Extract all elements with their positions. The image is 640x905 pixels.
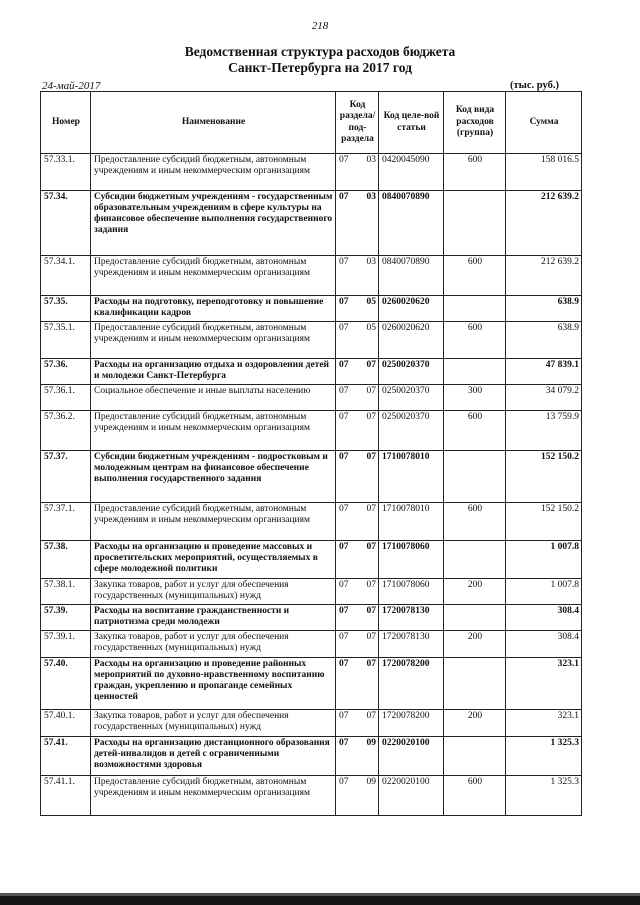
table-row — [41, 385, 582, 411]
table-row — [41, 658, 582, 710]
table-row — [41, 503, 582, 541]
row-name: Закупка товаров, работ и услуг для обеспечения государственных (муниципальных) нужд — [91, 631, 336, 658]
row-kind: 600 — [444, 154, 506, 191]
row-target: 0250020370 — [379, 411, 444, 451]
row-sum: 638.9 — [506, 296, 582, 322]
row-section: 07 — [336, 541, 359, 579]
row-section: 07 — [336, 503, 359, 541]
row-kind: 200 — [444, 579, 506, 605]
row-sum: 158 016.5 — [506, 154, 582, 191]
row-number: 57.35. — [41, 296, 91, 322]
row-number: 57.36. — [41, 359, 91, 385]
document-date: 24-май-2017 — [42, 80, 101, 92]
header-section: Код раздела/ под-раздела — [336, 92, 379, 154]
row-target: 0260020620 — [379, 296, 444, 322]
title-line-1: Ведомственная структура расходов бюджета — [184, 44, 456, 59]
row-section: 07 — [336, 256, 359, 296]
row-section: 07 — [336, 296, 359, 322]
row-number: 57.33.1. — [41, 154, 91, 191]
row-section: 07 — [336, 579, 359, 605]
row-subsection: 05 — [359, 296, 379, 322]
row-name: Предоставление субсидий бюджетным, автономным учреждениям и иным некоммерческим организациям — [91, 411, 336, 451]
row-kind: 300 — [444, 385, 506, 411]
row-name: Расходы на подготовку, переподготовку и повышение квалификации кадров — [91, 296, 336, 322]
row-number: 57.34.1. — [41, 256, 91, 296]
row-number: 57.39.1. — [41, 631, 91, 658]
row-name: Расходы на организацию дистанционного образования детей-инвалидов и детей с ограниченными возможностями здоровья — [91, 737, 336, 776]
table-row — [41, 541, 582, 579]
table-row — [41, 359, 582, 385]
row-subsection: 07 — [359, 658, 379, 710]
row-sum: 1 007.8 — [506, 579, 582, 605]
row-kind — [444, 605, 506, 631]
table-row — [41, 451, 582, 503]
row-name: Расходы на организацию и проведение районных мероприятий по духовно-нравственному воспитанию граждан, укреплению и пропаганде семейных ценностей — [91, 658, 336, 710]
row-subsection: 07 — [359, 631, 379, 658]
table-row — [41, 776, 582, 816]
row-section: 07 — [336, 191, 359, 256]
budget-table — [40, 91, 582, 816]
row-target: 0420045090 — [379, 154, 444, 191]
row-sum: 152 150.2 — [506, 451, 582, 503]
row-target: 1720078130 — [379, 631, 444, 658]
row-subsection: 07 — [359, 710, 379, 737]
table-row — [41, 411, 582, 451]
row-kind — [444, 359, 506, 385]
row-number: 57.39. — [41, 605, 91, 631]
row-subsection: 05 — [359, 322, 379, 359]
row-sum: 308.4 — [506, 631, 582, 658]
row-sum: 323.1 — [506, 710, 582, 737]
row-sum: 212 639.2 — [506, 191, 582, 256]
row-name: Закупка товаров, работ и услуг для обеспечения государственных (муниципальных) нужд — [91, 710, 336, 737]
row-target: 0250020370 — [379, 359, 444, 385]
row-subsection: 07 — [359, 411, 379, 451]
row-section: 07 — [336, 385, 359, 411]
row-section: 07 — [336, 451, 359, 503]
row-number: 57.38.1. — [41, 579, 91, 605]
row-subsection: 07 — [359, 451, 379, 503]
row-section: 07 — [336, 658, 359, 710]
row-number: 57.36.1. — [41, 385, 91, 411]
row-target: 0840070890 — [379, 256, 444, 296]
row-section: 07 — [336, 631, 359, 658]
row-kind: 600 — [444, 411, 506, 451]
table-row — [41, 737, 582, 776]
row-number: 57.34. — [41, 191, 91, 256]
row-kind: 600 — [444, 776, 506, 816]
row-kind — [444, 658, 506, 710]
table-row — [41, 710, 582, 737]
table-body — [41, 154, 582, 816]
row-section: 07 — [336, 737, 359, 776]
header-sum: Сумма — [506, 92, 582, 154]
row-number: 57.41. — [41, 737, 91, 776]
row-kind — [444, 191, 506, 256]
row-kind: 600 — [444, 503, 506, 541]
units-label: (тыс. руб.) — [510, 80, 559, 91]
row-subsection: 07 — [359, 359, 379, 385]
row-sum: 212 639.2 — [506, 256, 582, 296]
row-target: 0220020100 — [379, 776, 444, 816]
row-number: 57.36.2. — [41, 411, 91, 451]
row-target: 1720078130 — [379, 605, 444, 631]
row-subsection: 03 — [359, 256, 379, 296]
row-section: 07 — [336, 154, 359, 191]
header-row — [41, 92, 582, 154]
row-subsection: 07 — [359, 579, 379, 605]
row-number: 57.37. — [41, 451, 91, 503]
row-name: Предоставление субсидий бюджетным, автономным учреждениям и иным некоммерческим организациям — [91, 503, 336, 541]
row-target: 0220020100 — [379, 737, 444, 776]
row-name: Социальное обеспечение и иные выплаты населению — [91, 385, 336, 411]
row-section: 07 — [336, 322, 359, 359]
table-row — [41, 154, 582, 191]
row-name: Субсидии бюджетным учреждениям - подростковым и молодежным центрам на финансовое обеспечение выполнения государственного задания — [91, 451, 336, 503]
row-sum: 1 325.3 — [506, 737, 582, 776]
row-kind — [444, 296, 506, 322]
row-sum: 1 325.3 — [506, 776, 582, 816]
row-number: 57.38. — [41, 541, 91, 579]
row-number: 57.40. — [41, 658, 91, 710]
row-name: Расходы на воспитание гражданственности и патриотизма среди молодежи — [91, 605, 336, 631]
table-row — [41, 191, 582, 256]
row-target: 1720078200 — [379, 710, 444, 737]
row-sum: 152 150.2 — [506, 503, 582, 541]
row-subsection: 07 — [359, 503, 379, 541]
document-title — [0, 44, 640, 76]
row-section: 07 — [336, 411, 359, 451]
row-kind — [444, 737, 506, 776]
row-section: 07 — [336, 776, 359, 816]
row-sum: 323.1 — [506, 658, 582, 710]
row-subsection: 03 — [359, 154, 379, 191]
row-name: Предоставление субсидий бюджетным, автономным учреждениям и иным некоммерческим организациям — [91, 154, 336, 191]
row-kind: 600 — [444, 322, 506, 359]
table-row — [41, 296, 582, 322]
header-name: Наименование — [91, 92, 336, 154]
row-number: 57.40.1. — [41, 710, 91, 737]
row-sum: 1 007.8 — [506, 541, 582, 579]
row-name: Субсидии бюджетным учреждениям - государственным образовательным учреждениям в сфере культуры на финансовое обеспечение выполнения государственного задания — [91, 191, 336, 256]
row-subsection: 07 — [359, 605, 379, 631]
row-section: 07 — [336, 605, 359, 631]
row-sum: 308.4 — [506, 605, 582, 631]
row-target: 1710078060 — [379, 541, 444, 579]
row-target: 0250020370 — [379, 385, 444, 411]
row-target: 1720078200 — [379, 658, 444, 710]
table-row — [41, 631, 582, 658]
row-number: 57.41.1. — [41, 776, 91, 816]
header-number: Номер — [41, 92, 91, 154]
row-name: Расходы на организацию отдыха и оздоровления детей и молодежи Санкт-Петербурга — [91, 359, 336, 385]
row-sum: 47 839.1 — [506, 359, 582, 385]
row-kind: 600 — [444, 256, 506, 296]
row-name: Закупка товаров, работ и услуг для обеспечения государственных (муниципальных) нужд — [91, 579, 336, 605]
row-subsection: 09 — [359, 737, 379, 776]
header-kind: Код вида расходов (группа) — [444, 92, 506, 154]
table-row — [41, 322, 582, 359]
row-target: 0260020620 — [379, 322, 444, 359]
row-section: 07 — [336, 359, 359, 385]
row-kind — [444, 541, 506, 579]
row-subsection: 03 — [359, 191, 379, 256]
row-target: 1710078060 — [379, 579, 444, 605]
row-kind: 200 — [444, 631, 506, 658]
row-name: Предоставление субсидий бюджетным, автономным учреждениям и иным некоммерческим организациям — [91, 256, 336, 296]
row-name: Расходы на организацию и проведение массовых и просветительских мероприятий, осуществляемых в сфере молодежной политики — [91, 541, 336, 579]
row-sum: 13 759.9 — [506, 411, 582, 451]
row-kind — [444, 451, 506, 503]
row-section: 07 — [336, 710, 359, 737]
row-target: 1710078010 — [379, 451, 444, 503]
row-sum: 34 079.2 — [506, 385, 582, 411]
row-subsection: 07 — [359, 385, 379, 411]
row-number: 57.35.1. — [41, 322, 91, 359]
row-kind: 200 — [444, 710, 506, 737]
title-line-2: Санкт-Петербурга на 2017 год — [228, 60, 412, 75]
scan-bottom-edge — [0, 893, 640, 905]
row-name: Предоставление субсидий бюджетным, автономным учреждениям и иным некоммерческим организациям — [91, 322, 336, 359]
row-name: Предоставление субсидий бюджетным, автономным учреждениям и иным некоммерческим организациям — [91, 776, 336, 816]
row-target: 1710078010 — [379, 503, 444, 541]
header-target: Код целе-вой статьи — [379, 92, 444, 154]
page-number: 218 — [311, 20, 329, 32]
row-sum: 638.9 — [506, 322, 582, 359]
row-target: 0840070890 — [379, 191, 444, 256]
table-row — [41, 605, 582, 631]
row-number: 57.37.1. — [41, 503, 91, 541]
table-row — [41, 256, 582, 296]
table-row — [41, 579, 582, 605]
row-subsection: 07 — [359, 541, 379, 579]
row-subsection: 09 — [359, 776, 379, 816]
